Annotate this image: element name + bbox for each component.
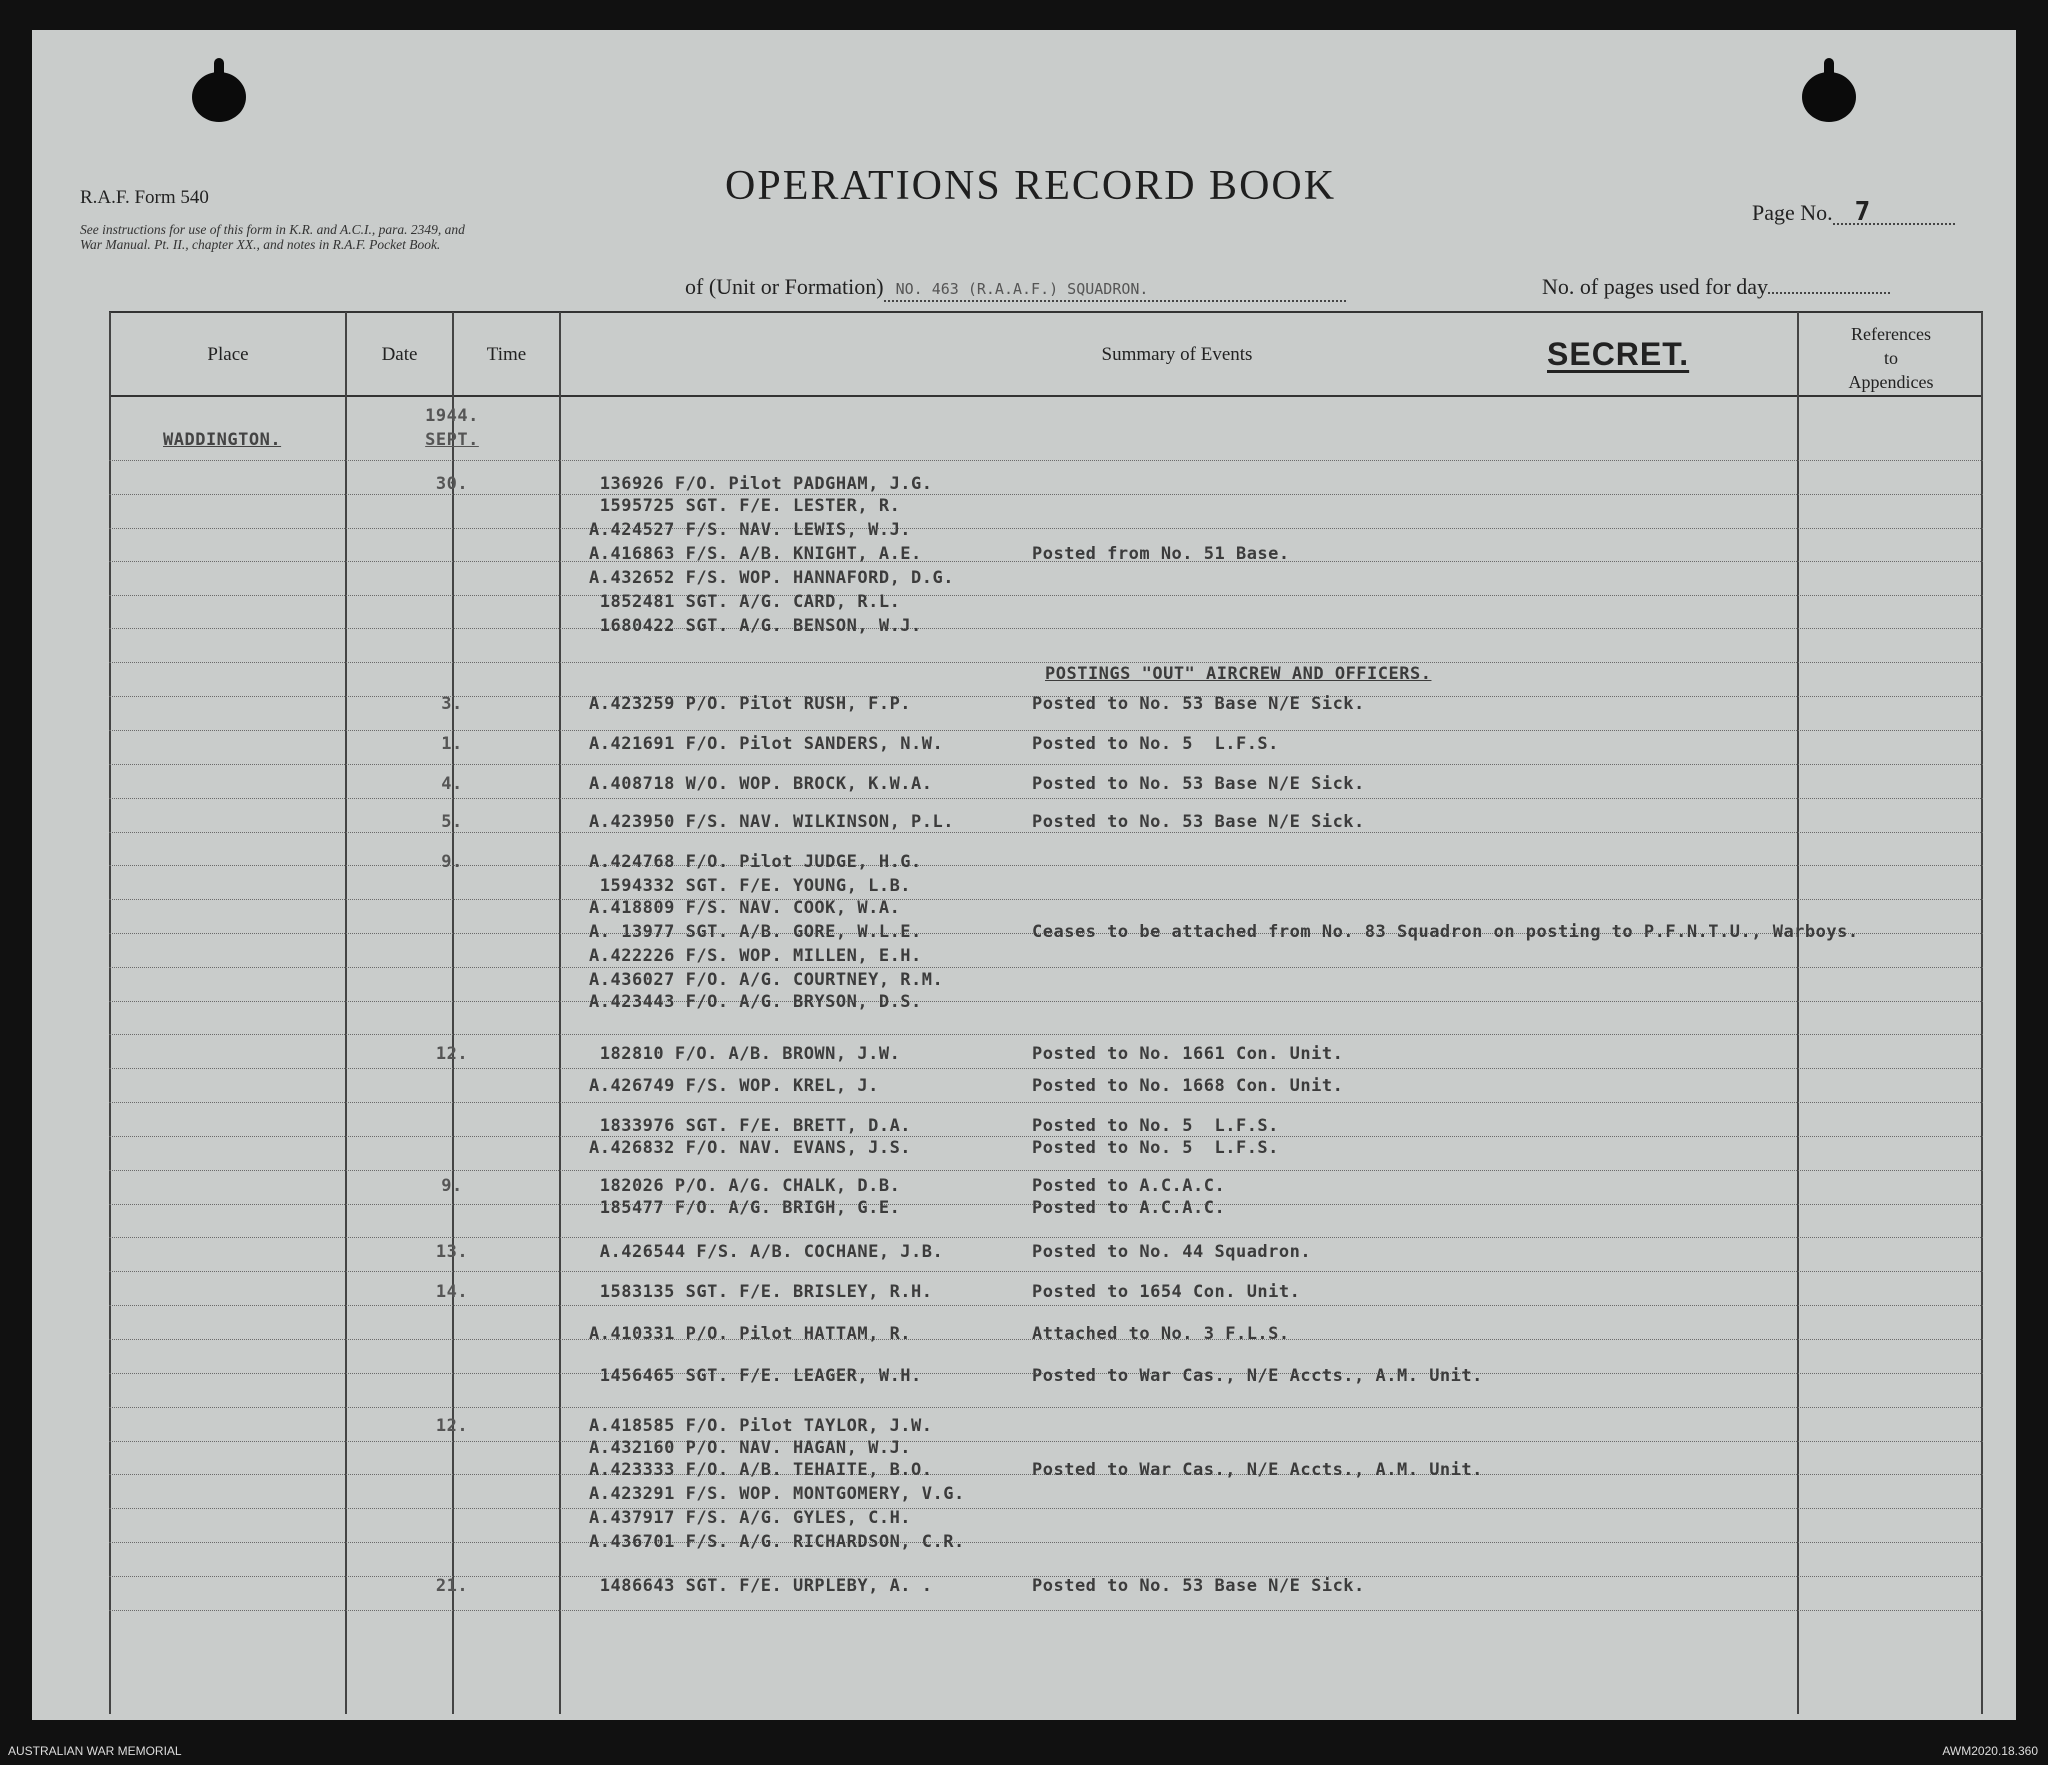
row-date: 1.	[441, 734, 463, 754]
secret-stamp: SECRET.	[1547, 336, 1690, 372]
row-personnel: 1456465 SGT. F/E. LEAGER, W.H.	[589, 1366, 922, 1386]
row-personnel: A.408718 W/O. WOP. BROCK, K.W.A.	[589, 774, 933, 794]
row-remark: Posted to No. 5 L.F.S.	[1032, 1116, 1279, 1136]
table-top-rule	[109, 311, 1983, 313]
unit-value: NO. 463 (R.A.A.F.) SQUADRON.	[884, 278, 1346, 302]
header-summary: Summary of Events	[1101, 344, 1253, 365]
ruled-line	[109, 1441, 1983, 1442]
date-year: 1944.	[425, 406, 479, 426]
ruled-line	[109, 528, 1983, 529]
row-date: 14.	[435, 1282, 469, 1302]
ruled-line	[109, 1610, 1983, 1611]
row-personnel: 1852481 SGT. A/G. CARD, R.L.	[589, 592, 901, 612]
row-date: 9.	[441, 1176, 463, 1196]
date-month: SEPT.	[425, 430, 479, 450]
row-personnel: 136926 F/O. Pilot PADGHAM, J.G.	[589, 474, 933, 494]
archive-reference: AWM2020.18.360	[1942, 1744, 2038, 1758]
row-personnel: 1680422 SGT. A/G. BENSON, W.J.	[589, 616, 922, 636]
row-personnel: A.436701 F/S. A/G. RICHARDSON, C.R.	[589, 1532, 965, 1552]
archive-credit: AUSTRALIAN WAR MEMORIAL	[8, 1744, 182, 1758]
binder-hole-right-icon	[1802, 58, 1856, 120]
row-personnel: 182810 F/O. A/B. BROWN, J.W.	[589, 1044, 901, 1064]
row-remark: Posted to 1654 Con. Unit.	[1032, 1282, 1301, 1302]
row-remark: Posted to No. 53 Base N/E Sick.	[1032, 1576, 1365, 1596]
column-rule	[345, 312, 347, 1714]
row-personnel: A.416863 F/S. A/B. KNIGHT, A.E.	[589, 544, 922, 564]
ruled-line	[109, 1136, 1983, 1137]
row-personnel: A.423259 P/O. Pilot RUSH, F.P.	[589, 694, 912, 714]
row-remark: Posted to No. 1661 Con. Unit.	[1032, 1044, 1344, 1064]
row-remark: Ceases to be attached from No. 83 Squadron on posting to P.F.N.T.U., Warboys.	[1032, 922, 1859, 942]
page-title: OPERATIONS RECORD BOOK	[725, 163, 1337, 209]
row-personnel: 185477 F/O. A/G. BRIGH, G.E.	[589, 1198, 901, 1218]
header-references-line2: to	[1883, 348, 1898, 368]
row-remark: Posted to No. 1668 Con. Unit.	[1032, 1076, 1344, 1096]
row-date: 13.	[435, 1242, 469, 1262]
ruled-line	[109, 832, 1983, 833]
ruled-line	[109, 764, 1983, 765]
row-date: 21.	[435, 1576, 469, 1596]
row-personnel: 1833976 SGT. F/E. BRETT, D.A.	[589, 1116, 912, 1136]
column-rule	[109, 312, 111, 1714]
row-personnel: A.437917 F/S. A/G. GYLES, C.H.	[589, 1508, 912, 1528]
row-personnel: A.424768 F/O. Pilot JUDGE, H.G.	[589, 852, 922, 872]
row-personnel: A.424527 F/S. NAV. LEWIS, W.J.	[589, 520, 912, 540]
row-personnel: A.423950 F/S. NAV. WILKINSON, P.L.	[589, 812, 954, 832]
column-rule	[1797, 312, 1799, 1714]
ruled-line	[109, 730, 1983, 731]
row-personnel: 182026 P/O. A/G. CHALK, D.B.	[589, 1176, 901, 1196]
row-personnel: 1583135 SGT. F/E. BRISLEY, R.H.	[589, 1282, 933, 1302]
row-personnel: 1594332 SGT. F/E. YOUNG, L.B.	[589, 876, 912, 896]
header-place: Place	[207, 344, 249, 365]
row-personnel: A.423291 F/S. WOP. MONTGOMERY, V.G.	[589, 1484, 965, 1504]
row-remark: Posted to No. 53 Base N/E Sick.	[1032, 812, 1365, 832]
row-personnel: A.422226 F/S. WOP. MILLEN, E.H.	[589, 946, 922, 966]
row-date: 9.	[441, 852, 463, 872]
row-date: 30.	[435, 474, 469, 494]
row-remark: Posted to War Cas., N/E Accts., A.M. Unit.	[1032, 1366, 1483, 1386]
events-table	[77, 284, 2007, 1714]
header-time: Time	[486, 344, 527, 365]
table-header-rule	[109, 395, 1983, 397]
row-personnel: 1486643 SGT. F/E. URPLEBY, A. .	[589, 1576, 933, 1596]
row-personnel: 1595725 SGT. F/E. LESTER, R.	[589, 496, 901, 516]
binder-hole-left-icon	[192, 58, 246, 120]
row-date: 12.	[435, 1416, 469, 1436]
page-number-label: Page No.	[1752, 200, 1833, 225]
ruled-line	[109, 899, 1983, 900]
row-remark: Posted to No. 44 Squadron.	[1032, 1242, 1312, 1262]
row-remark: Posted to A.C.A.C.	[1032, 1198, 1226, 1218]
ruled-line	[109, 662, 1983, 663]
record-sheet	[32, 30, 2016, 1720]
ruled-line	[109, 595, 1983, 596]
ruled-line	[109, 1407, 1983, 1408]
row-personnel: A.423443 F/O. A/G. BRYSON, D.S.	[589, 992, 922, 1012]
ruled-line	[109, 967, 1983, 968]
header-date: Date	[381, 344, 418, 365]
row-personnel: A.426544 F/S. A/B. COCHANE, J.B.	[589, 1242, 944, 1262]
ruled-line	[109, 1068, 1983, 1069]
row-personnel: A.418809 F/S. NAV. COOK, W.A.	[589, 898, 901, 918]
row-remark: Posted to War Cas., N/E Accts., A.M. Unit.	[1032, 1460, 1483, 1480]
ruled-line	[109, 628, 1983, 629]
ruled-line	[109, 1034, 1983, 1035]
page-number-value: 7	[1833, 201, 1955, 225]
row-personnel: A.426832 F/O. NAV. EVANS, J.S.	[589, 1138, 912, 1158]
row-personnel: A.421691 F/O. Pilot SANDERS, N.W.	[589, 734, 944, 754]
place-name: WADDINGTON.	[163, 430, 282, 450]
row-date: 3.	[441, 694, 463, 714]
ruled-line	[109, 1102, 1983, 1103]
row-remark: Posted to No. 5 L.F.S.	[1032, 734, 1279, 754]
row-remark: Attached to No. 3 F.L.S.	[1032, 1324, 1290, 1344]
row-personnel: A. 13977 SGT. A/B. GORE, W.L.E.	[589, 922, 922, 942]
column-rule	[452, 312, 454, 1714]
form-instructions: See instructions for use of this form in K.R. and A.C.I., para. 2349, and War Manual. Pt. II., chapter XX., and notes in R.A.F. Pocket Book.	[80, 222, 465, 252]
header-references-line1: References	[1851, 324, 1931, 344]
row-date: 5.	[441, 812, 463, 832]
unit-label: of (Unit or Formation)	[685, 274, 884, 299]
form-number: R.A.F. Form 540	[80, 187, 209, 208]
section-heading: POSTINGS "OUT" AIRCREW AND OFFICERS.	[1045, 664, 1432, 684]
row-personnel: A.432652 F/S. WOP. HANNAFORD, D.G.	[589, 568, 954, 588]
row-remark: Posted to A.C.A.C.	[1032, 1176, 1226, 1196]
header-references-line3: Appendices	[1848, 372, 1934, 392]
row-personnel: A.426749 F/S. WOP. KREL, J.	[589, 1076, 879, 1096]
row-personnel: A.423333 F/O. A/B. TEHAITE, B.O.	[589, 1460, 933, 1480]
ruled-line	[109, 1001, 1983, 1002]
row-remark: Posted to No. 5 L.F.S.	[1032, 1138, 1279, 1158]
ruled-line	[109, 460, 1983, 461]
row-personnel: A.418585 F/O. Pilot TAYLOR, J.W.	[589, 1416, 933, 1436]
ruled-line	[109, 1508, 1983, 1509]
column-rule	[1981, 312, 1983, 1714]
header-references	[1799, 322, 1983, 394]
ruled-line	[109, 1271, 1983, 1272]
ruled-line	[109, 1305, 1983, 1306]
ruled-line	[109, 1237, 1983, 1238]
row-remark: Posted to No. 53 Base N/E Sick.	[1032, 774, 1365, 794]
row-remark: Posted from No. 51 Base.	[1032, 544, 1290, 564]
ruled-line	[109, 1542, 1983, 1543]
page-number	[1752, 197, 1955, 227]
ruled-line	[109, 494, 1983, 495]
row-remark: Posted to No. 53 Base N/E Sick.	[1032, 694, 1365, 714]
ruled-line	[109, 865, 1983, 866]
row-date: 12.	[435, 1044, 469, 1064]
ruled-line	[109, 798, 1983, 799]
row-personnel: A.436027 F/O. A/G. COURTNEY, R.M.	[589, 970, 944, 990]
column-rule	[559, 312, 561, 1714]
row-date: 4.	[441, 774, 463, 794]
row-personnel: A.410331 P/O. Pilot HATTAM, R.	[589, 1324, 912, 1344]
ruled-line	[109, 1170, 1983, 1171]
row-personnel: A.432160 P/O. NAV. HAGAN, W.J.	[589, 1438, 912, 1458]
pages-used-label: No. of pages used for day	[1542, 274, 1769, 299]
